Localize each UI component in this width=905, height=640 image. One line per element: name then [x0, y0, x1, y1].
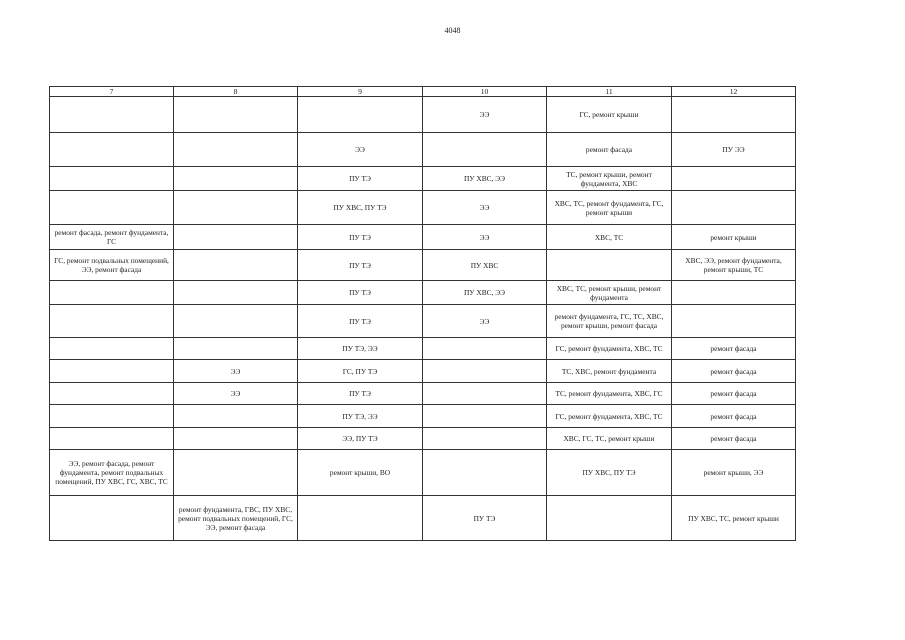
table-cell: ЭЭ — [298, 133, 423, 167]
table-cell — [50, 281, 174, 305]
table-cell — [50, 383, 174, 405]
table-cell: ЭЭ — [174, 383, 298, 405]
table-cell — [50, 338, 174, 360]
table-cell — [547, 496, 672, 541]
table-row — [50, 191, 796, 225]
table-cell — [423, 450, 547, 496]
table-row — [50, 428, 796, 450]
table-cell — [672, 97, 796, 133]
table-cell — [174, 167, 298, 191]
table-row — [50, 305, 796, 338]
table-row — [50, 97, 796, 133]
table-cell — [423, 360, 547, 383]
table-cell — [174, 428, 298, 450]
table-cell: ГС, ремонт фундамента, ХВС, ТС — [547, 405, 672, 428]
table-cell — [174, 281, 298, 305]
table-cell: ремонт фасада — [672, 338, 796, 360]
table-row — [50, 496, 796, 541]
table-cell: ПУ ТЭ — [423, 496, 547, 541]
table-cell — [50, 428, 174, 450]
table-cell: ПУ ХВС, ТС, ремонт крыши — [672, 496, 796, 541]
table-cell — [298, 97, 423, 133]
table-cell: ремонт фундамента, ГВС, ПУ ХВС, ремонт подвальных помещений, ГС, ЭЭ, ремонт фасада — [174, 496, 298, 541]
table-row — [50, 405, 796, 428]
column-header: 11 — [547, 87, 672, 97]
table-cell: ЭЭ — [423, 305, 547, 338]
page-number: 4048 — [444, 26, 461, 35]
table-cell: ремонт фасада — [672, 428, 796, 450]
table-cell: ремонт фасада — [672, 383, 796, 405]
table-cell — [50, 167, 174, 191]
column-header: 10 — [423, 87, 547, 97]
table-cell — [174, 305, 298, 338]
table-cell: ЭЭ — [423, 225, 547, 250]
table-cell — [174, 133, 298, 167]
table-cell — [174, 405, 298, 428]
table-cell: ремонт фасада — [547, 133, 672, 167]
table-cell: ГС, ремонт подвальных помещений, ЭЭ, ремонт фасада — [50, 250, 174, 281]
table-cell: ПУ ТЭ — [298, 250, 423, 281]
table-cell: ЭЭ — [423, 191, 547, 225]
table-cell: ПУ ХВС, ПУ ТЭ — [298, 191, 423, 225]
table-cell: ХВС, ТС, ремонт фундамента, ГС, ремонт крыши — [547, 191, 672, 225]
table-cell — [423, 133, 547, 167]
table-row — [50, 250, 796, 281]
table-cell: ГС, ремонт крыши — [547, 97, 672, 133]
table-cell: ПУ ТЭ — [298, 305, 423, 338]
column-header: 9 — [298, 87, 423, 97]
table-cell: ремонт крыши — [672, 225, 796, 250]
table-row — [50, 360, 796, 383]
table-cell: ЭЭ — [174, 360, 298, 383]
table-cell — [174, 338, 298, 360]
table-cell — [50, 305, 174, 338]
table-cell: ЭЭ, ремонт фасада, ремонт фундамента, ремонт подвальных помещений, ПУ ХВС, ГС, ХВС, ТС — [50, 450, 174, 496]
table-cell: ЭЭ — [423, 97, 547, 133]
table-cell: ПУ ХВС, ПУ ТЭ — [547, 450, 672, 496]
column-header: 8 — [174, 87, 298, 97]
table-cell: ПУ ХВС, ЭЭ — [423, 167, 547, 191]
table-cell: ПУ ЭЭ — [672, 133, 796, 167]
table-cell: ГС, ПУ ТЭ — [298, 360, 423, 383]
table-row — [50, 167, 796, 191]
table-cell — [174, 191, 298, 225]
table-cell — [50, 496, 174, 541]
table-cell: ПУ ТЭ — [298, 281, 423, 305]
table-cell: ПУ ТЭ — [298, 225, 423, 250]
table-row — [50, 133, 796, 167]
table-cell: ПУ ТЭ, ЭЭ — [298, 405, 423, 428]
table-cell: ХВС, ГС, ТС, ремонт крыши — [547, 428, 672, 450]
table-cell: ремонт фасада — [672, 405, 796, 428]
table-cell — [50, 191, 174, 225]
table-cell: ПУ ТЭ, ЭЭ — [298, 338, 423, 360]
table-cell — [672, 191, 796, 225]
table-row — [50, 281, 796, 305]
table-cell — [423, 383, 547, 405]
table-cell: ТС, ремонт фундамента, ХВС, ГС — [547, 383, 672, 405]
table-row — [50, 225, 796, 250]
table-cell: ремонт крыши, ЭЭ — [672, 450, 796, 496]
table-cell: ПУ ТЭ — [298, 167, 423, 191]
table-cell: ремонт крыши, ВО — [298, 450, 423, 496]
table-cell: ХВС, ТС — [547, 225, 672, 250]
table-cell: ремонт фундамента, ГС, ТС, ХВС, ремонт крыши, ремонт фасада — [547, 305, 672, 338]
table-cell — [50, 360, 174, 383]
table-cell — [672, 167, 796, 191]
table-row — [50, 338, 796, 360]
column-header: 7 — [50, 87, 174, 97]
table-cell: ПУ ХВС, ЭЭ — [423, 281, 547, 305]
table-cell — [298, 496, 423, 541]
table-cell — [423, 338, 547, 360]
table-cell — [174, 250, 298, 281]
column-header: 12 — [672, 87, 796, 97]
header-row — [50, 87, 796, 97]
table-cell: ГС, ремонт фундамента, ХВС, ТС — [547, 338, 672, 360]
table-cell: ЭЭ, ПУ ТЭ — [298, 428, 423, 450]
table-cell — [50, 97, 174, 133]
table-cell: ремонт фасада, ремонт фундамента, ГС — [50, 225, 174, 250]
table-cell: ремонт фасада — [672, 360, 796, 383]
table-cell — [174, 450, 298, 496]
table-cell: ПУ ХВС — [423, 250, 547, 281]
table-cell — [672, 281, 796, 305]
table-cell: ТС, ремонт крыши, ремонт фундамента, ХВС — [547, 167, 672, 191]
table-cell — [672, 305, 796, 338]
table-cell: ПУ ТЭ — [298, 383, 423, 405]
table-cell — [174, 97, 298, 133]
table-cell — [423, 405, 547, 428]
table-cell — [174, 225, 298, 250]
data-table — [49, 86, 796, 541]
table-cell — [547, 250, 672, 281]
table-cell: ХВС, ТС, ремонт крыши, ремонт фундамента — [547, 281, 672, 305]
table-row — [50, 383, 796, 405]
table-cell — [423, 428, 547, 450]
table-cell — [50, 405, 174, 428]
table-cell: ХВС, ЭЭ, ремонт фундамента, ремонт крыши, ТС — [672, 250, 796, 281]
table-row — [50, 450, 796, 496]
table-cell — [50, 133, 174, 167]
table-cell: ТС, ХВС, ремонт фундамента — [547, 360, 672, 383]
